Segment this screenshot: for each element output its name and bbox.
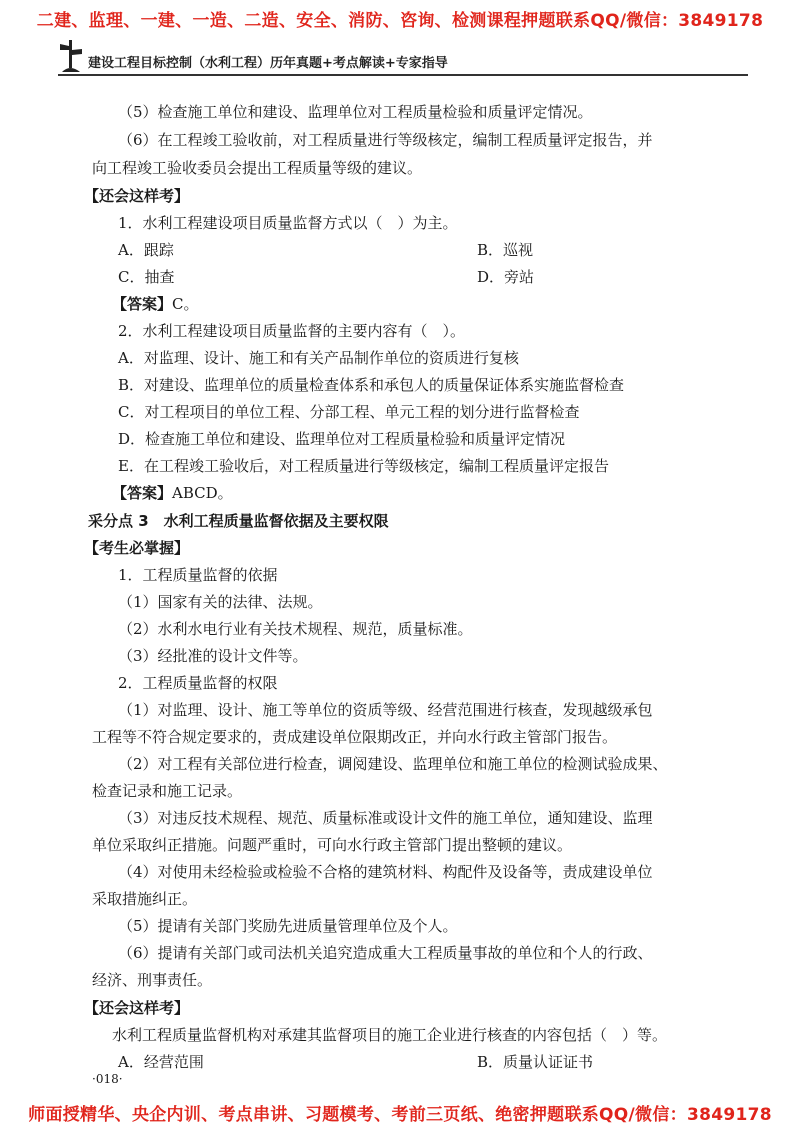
text-line: （5）检查施工单位和建设、监理单位对工程质量检验和质量评定情况。 bbox=[118, 103, 593, 121]
text-line: （6）提请有关部门或司法机关追究造成重大工程质量事故的单位和个人的行政、 bbox=[118, 944, 653, 962]
option-d: D．旁站 bbox=[477, 268, 535, 286]
text-line: （2）对工程有关部位进行检查，调阅建设、监理单位和施工单位的检测试验成果、 bbox=[118, 755, 668, 773]
option-b: B．对建设、监理单位的质量检查体系和承包人的质量保证体系实施监督检查 bbox=[118, 376, 625, 394]
text-line: 检查记录和施工记录。 bbox=[92, 782, 243, 800]
header-divider bbox=[58, 74, 748, 76]
option-a: A．对监理、设计、施工和有关产品制作单位的资质进行复核 bbox=[118, 349, 519, 367]
page-header bbox=[58, 30, 748, 78]
text-line: （1）国家有关的法律、法规。 bbox=[118, 593, 323, 611]
section-title: 采分点 3 水利工程质量监督依据及主要权限 bbox=[88, 512, 389, 530]
option-a: A．跟踪 bbox=[118, 241, 174, 259]
question-text: 1．水利工程建设项目质量监督方式以（ ）为主。 bbox=[118, 214, 458, 232]
option-e: E．在工程竣工验收后，对工程质量进行等级核定，编制工程质量评定报告 bbox=[118, 457, 609, 475]
option-c: C．抽查 bbox=[118, 268, 175, 286]
answer-label: 【答案】 bbox=[112, 295, 173, 313]
section-heading: 【还会这样考】 bbox=[84, 999, 190, 1017]
top-banner: 二建、监理、一建、一造、二造、安全、消防、咨询、检测课程押题联系QQ/微信：3849178 bbox=[36, 11, 764, 31]
text-line: 采取措施纠正。 bbox=[92, 890, 198, 908]
option-b: B．质量认证证书 bbox=[477, 1053, 594, 1071]
option-c: C．对工程项目的单位工程、分部工程、单元工程的划分进行监督检查 bbox=[118, 403, 580, 421]
text-line: 单位采取纠正措施。问题严重时，可向水行政主管部门提出整顿的建议。 bbox=[92, 836, 573, 854]
text-line: 工程等不符合规定要求的，责成建设单位限期改正，并向水行政主管部门报告。 bbox=[92, 728, 618, 746]
header-title: 建设工程目标控制（水利工程）历年真题+考点解读+专家指导 bbox=[88, 56, 448, 71]
text-line: （3）对违反技术规程、规范、质量标准或设计文件的施工单位，通知建设、监理 bbox=[118, 809, 653, 827]
answer-value: ABCD。 bbox=[172, 484, 233, 502]
option-a: A．经营范围 bbox=[118, 1053, 204, 1071]
text-line: （1）对监理、设计、施工等单位的资质等级、经营范围进行核查，发现越级承包 bbox=[118, 701, 653, 719]
signpost-icon bbox=[58, 38, 84, 74]
option-b: B．巡视 bbox=[477, 241, 534, 259]
question-text: 水利工程质量监督机构对承建其监督项目的施工企业进行核查的内容包括（ ）等。 bbox=[112, 1026, 668, 1044]
section-heading: 【考生必掌握】 bbox=[84, 539, 190, 557]
text-line: （4）对使用未经检验或检验不合格的建筑材料、构配件及设备等，责成建设单位 bbox=[118, 863, 653, 881]
answer-line bbox=[112, 483, 233, 503]
section-heading: 【还会这样考】 bbox=[84, 187, 190, 205]
option-d: D．检查施工单位和建设、监理单位对工程质量检验和质量评定情况 bbox=[118, 430, 566, 448]
answer-line bbox=[112, 294, 199, 314]
answer-value: C。 bbox=[172, 295, 199, 313]
text-line: （5）提请有关部门奖励先进质量管理单位及个人。 bbox=[118, 917, 458, 935]
text-line: 2．工程质量监督的权限 bbox=[118, 674, 278, 692]
text-line: （3）经批准的设计文件等。 bbox=[118, 647, 308, 665]
text-line: 1．工程质量监督的依据 bbox=[118, 566, 278, 584]
answer-label: 【答案】 bbox=[112, 484, 173, 502]
bottom-banner: 师面授精华、央企内训、考点串讲、习题模考、考前三页纸、绝密押题联系QQ/微信：3849178 bbox=[28, 1105, 772, 1125]
text-line: （2）水利水电行业有关技术规程、规范，质量标准。 bbox=[118, 620, 473, 638]
page-number: ·018· bbox=[92, 1072, 123, 1086]
question-text: 2．水利工程建设项目质量监督的主要内容有（ ）。 bbox=[118, 322, 466, 340]
text-line: 经济、刑事责任。 bbox=[92, 971, 213, 989]
text-line: 向工程竣工验收委员会提出工程质量等级的建议。 bbox=[92, 159, 423, 177]
text-line: （6）在工程竣工验收前，对工程质量进行等级核定，编制工程质量评定报告，并 bbox=[118, 131, 653, 149]
